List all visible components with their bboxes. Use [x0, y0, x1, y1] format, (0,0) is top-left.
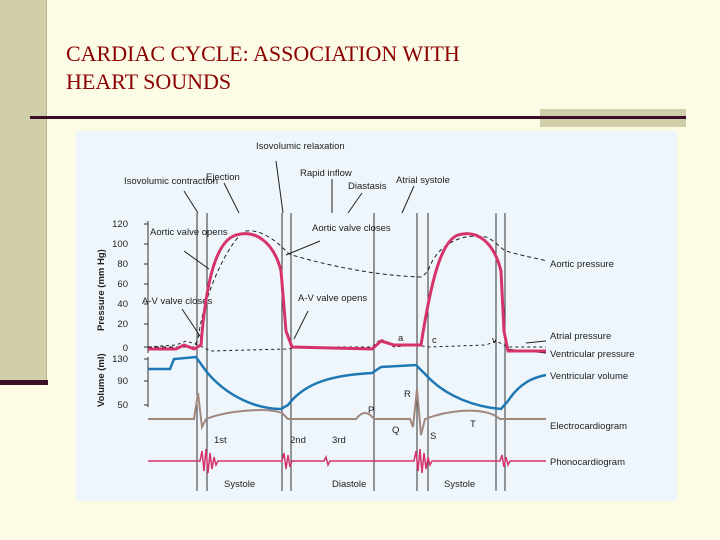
- tick-marks: [144, 224, 148, 405]
- label-aortic-pressure: Aortic pressure: [550, 259, 614, 270]
- pressure-tick: 0: [122, 343, 128, 354]
- event-av-valve-opens: A-V valve opens: [298, 293, 368, 304]
- phase-isovolumic-contraction: Isovolumic contraction: [124, 176, 218, 187]
- phase-labels: [124, 141, 450, 192]
- pressure-ticks: [112, 219, 128, 411]
- arrow: [294, 311, 308, 339]
- pressure-tick: 120: [112, 219, 128, 230]
- phase-diastasis: Diastasis: [348, 181, 387, 192]
- event-aortic-valve-opens: Aortic valve opens: [150, 227, 228, 238]
- slide-title: [66, 40, 626, 96]
- trace-labels: [550, 259, 634, 468]
- slide-title-line2: HEART SOUNDS: [66, 69, 232, 94]
- heart-sound-labels: [214, 435, 346, 446]
- wave-label-S: S: [430, 431, 437, 442]
- arrow: [526, 341, 546, 343]
- wave-label-c: c: [432, 335, 437, 346]
- sound-first: 1st: [214, 435, 227, 446]
- arrow: [348, 193, 362, 213]
- bottom-phase-labels: [224, 479, 475, 490]
- wave-label-P: P: [368, 405, 375, 416]
- volume-tick: 130: [112, 354, 128, 365]
- label-ventricular-pressure: Ventricular pressure: [550, 349, 635, 360]
- diagram-svg: [76, 131, 677, 501]
- arrow: [402, 186, 414, 213]
- label-phonocardiogram: Phonocardiogram: [550, 457, 625, 468]
- arrow: [276, 161, 283, 213]
- arrow: [184, 191, 198, 213]
- ventricular-volume-trace: [148, 357, 546, 409]
- pressure-axis-label: Pressure (mm Hg): [96, 249, 107, 331]
- electrocardiogram-trace: [148, 389, 546, 435]
- bottom-systole-2: Systole: [444, 479, 476, 490]
- label-ventricular-volume: Ventricular volume: [550, 371, 629, 382]
- pressure-tick: 20: [117, 319, 128, 330]
- bottom-diastole: Diastole: [332, 479, 367, 490]
- phase-rapid-inflow: Rapid inflow: [300, 168, 352, 179]
- left-decor-bar: [0, 380, 48, 385]
- phase-lines: [197, 213, 505, 491]
- slide-title-line1: CARDIAC CYCLE: ASSOCIATION WITH: [66, 41, 460, 66]
- wave-label-a: a: [398, 333, 404, 344]
- title-divider: [30, 116, 686, 119]
- wave-label-R: R: [404, 389, 411, 400]
- phase-isovolumic-relaxation-1: Isovolumic relaxation: [256, 141, 345, 152]
- wave-label-v: v: [492, 335, 497, 346]
- volume-tick: 90: [117, 376, 128, 387]
- volume-tick: 50: [117, 400, 128, 411]
- wave-label-Q: Q: [392, 425, 400, 436]
- sound-second: 2nd: [290, 435, 306, 446]
- label-atrial-pressure: Atrial pressure: [550, 331, 612, 342]
- pressure-tick: 100: [112, 239, 128, 250]
- volume-axis-label: Volume (ml): [96, 353, 107, 407]
- phase-ejection: Ejection: [206, 172, 240, 183]
- pressure-tick: 60: [117, 279, 128, 290]
- phonocardiogram-trace: [148, 449, 546, 473]
- phase-atrial-systole: Atrial systole: [396, 175, 450, 186]
- arrow: [224, 183, 239, 213]
- label-electrocardiogram: Electrocardiogram: [550, 421, 628, 432]
- wave-label-T: T: [470, 419, 476, 430]
- cardiac-cycle-diagram: [76, 131, 677, 501]
- event-aortic-valve-closes: Aortic valve closes: [312, 223, 391, 234]
- sound-third: 3rd: [332, 435, 346, 446]
- wave-labels: [368, 333, 497, 442]
- pressure-tick: 80: [117, 259, 128, 270]
- event-av-valve-closes: A-V valve closes: [142, 296, 213, 307]
- left-decor-strip: [0, 0, 47, 383]
- pressure-tick: 40: [117, 299, 128, 310]
- bottom-systole-1: Systole: [224, 479, 256, 490]
